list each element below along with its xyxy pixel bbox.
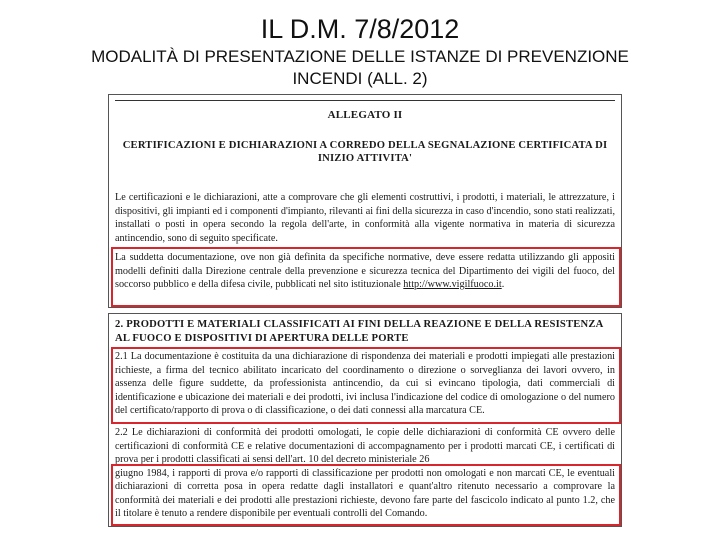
section-heading-line-1: CERTIFICAZIONI E DICHIARAZIONI A CORREDO DELLA SEGNALAZIONE CERTIFICATA DI — [122, 140, 608, 151]
prodotti-heading-line-1: 2. PRODOTTI E MATERIALI CLASSIFICATI AI FINI DELLA REAZIONE E DELLA RESISTENZA — [115, 319, 604, 330]
link-suffix: . — [501, 279, 505, 290]
section-heading-line-2: INIZIO ATTIVITA' — [317, 153, 413, 164]
paragraph-2-1: 2.1 La documentazione è costituita da una dichiarazione di rispondenza dei materiali e prodotti impiegati alle prestazioni richieste, a firma del tecnico abilitato incaricato del coordinamento o direzione o sorveglianza dei lavori ovvero, in assenza delle figure suddette, da professionista antincendio, da cui si evincano tipologia, dati commerciali di identificazione e ubicazione dei materiali e dei prodotti, ivi inclusa l'indicazione del codice di omologazione o del numero del certificato/rapporto di prova o di classificazione, o dei dati connessi alla marcatura CE. — [115, 351, 615, 416]
prodotti-heading — [115, 318, 615, 345]
vigilfuoco-link[interactable]: http://www.vigilfuoco.it — [403, 279, 502, 290]
highlight-box-2-1 — [111, 347, 621, 424]
scanned-document-top — [108, 94, 622, 308]
slide-title: IL D.M. 7/8/2012 — [260, 14, 460, 44]
slide-subtitle — [70, 46, 650, 90]
paragraph-intro: Le certificazioni e le dichiarazioni, atte a comprovare che gli elementi costruttivi, i prodotti, i materiali, le attrezzature, i dispositivi, gli impianti ed i componenti d'impianto, rilevanti ai fini della sicurezza in caso d'incendio, sono stati realizzati, installati o posti in opera secondo la regola dell'arte, in conformità alla vigente normativa in materia di sicurezza antincendio, sono di seguito specificate. — [115, 192, 615, 244]
allegato-heading: ALLEGATO II — [327, 109, 403, 121]
prodotti-heading-line-2: AL FUOCO E DISPOSITIVI DI APERTURA DELLE PORTE — [115, 332, 409, 344]
paragraph-modelli-text: La suddetta documentazione, ove non già definita da specifiche normative, deve essere redatta utilizzando gli appositi modelli definiti dalla Direzione centrale della prevenzione e sicurezza tecnica del Dipartimento dei vigili del fuoco, del soccorso pubblico e della difesa civile, pubblicati nel sito istituzionale — [115, 252, 615, 290]
subtitle-line-2: INCENDI (ALL. 2) — [292, 69, 428, 88]
paragraph-2-2-part-a: 2.2 Le dichiarazioni di conformità dei prodotti omologati, le copie delle dichiarazioni di conformità CE ovvero delle certificazioni di conformità CE e relative documentazioni di accompagnamento per i prodotti marcati CE, i certificati di prova per i prodotti classificati ai sensi dell'art. 10 del decreto ministeriale 26 — [115, 427, 615, 465]
scanned-document-bottom — [108, 313, 622, 527]
subtitle-line-1: MODALITÀ DI PRESENTAZIONE DELLE ISTANZE DI PREVENZIONE — [91, 47, 629, 66]
highlight-box-modelli — [111, 247, 621, 307]
top-rule — [115, 100, 615, 101]
paragraph-2-2-part-b: giugno 1984, i rapporti di prova e/o rapporti di classificazione per prodotti non omologati e non marcati CE, le eventuali dichiarazioni di corretta posa in opera redatte dagli installatori e quant'altro ritenuto necessario a comprovare la conformità dei materiali e dei prodotti alle prestazioni richieste, devono fare parte del fascicolo indicato al punto 1.2, che il titolare è tenuto a rendere disponibile per eventuali controlli del Comando. — [115, 467, 615, 519]
highlight-box-2-2 — [111, 464, 621, 526]
